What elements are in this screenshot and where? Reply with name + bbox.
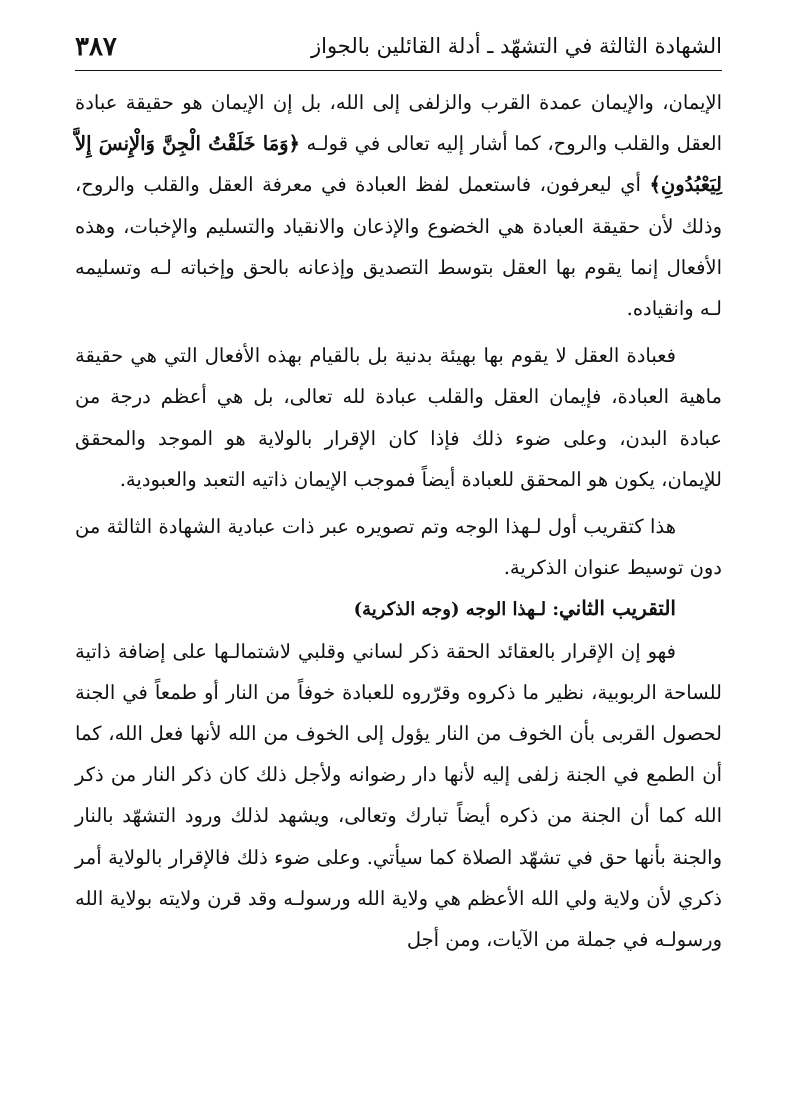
- paragraph-3: هذا كتقريب أول لـهذا الوجه وتم تصويره عبر ذات عبادية الشهادة الثالثة من دون توسيط عنوان الذكرية.: [75, 515, 722, 580]
- section-heading: [75, 588, 722, 630]
- paragraph-1-text-after: أي ليعرفون، فاستعمل لفظ العبادة في معرفة العقل والقلب والروح، وذلك لأن حقيقة العبادة هي الخضوع والإذعان والانقياد والتسليم والإخبات، وهذه الأفعال إنما يقوم بها العقل بتوسط التصديق وإذعانه بالحق وإخباته لـه وتسليمه لـه وانقياده.: [75, 173, 722, 321]
- quran-verse: ﴿وَمَا خَلَقْتُ الْجِنَّ وَالْإِنسَ إِلاَّ لِيَعْبُدُونِ﴾: [75, 132, 722, 197]
- page-number: ٣٨٧: [75, 32, 117, 62]
- paragraph-1-text-before: الإيمان، والإيمان عمدة القرب والزلفى إلى الله، بل إن الإيمان هو حقيقة عبادة العقل والقلب والروح، كما أشار إليه تعالى في قولـه: [75, 91, 722, 156]
- paragraph-2: فعبادة العقل لا يقوم بها بهيئة بدنية بل بالقيام بهذه الأفعال التي هي حقيقة ماهية العبادة، فإيمان العقل والقلب عبادة لله تعالى، بل هي أعظم درجة من عبادة البدن، وعلى ضوء ذلك فإذا كان الإقرار بالولاية هو الموجد والمحقق للإيمان، يكون هو المحقق للعبادة أيضاً فموجب الإيمان ذاتيه التعبد والعبودية.: [75, 344, 722, 491]
- section-heading-label: التقريب الثاني: [558, 596, 676, 621]
- running-head: الشهادة الثالثة في التشهّد ـ أدلة القائلين بالجواز: [310, 34, 722, 58]
- page-header: [75, 14, 722, 71]
- section-heading-subtitle: : لـهذا الوجه (وجه الذكرية): [353, 599, 559, 621]
- paragraph-4: فهو إن الإقرار بالعقائد الحقة ذكر لساني وقلبي لاشتمالـها على إضافة ذاتية للساحة الربوبية، نظير ما ذكروه وقرّروه للعبادة خوفاً من النار أو طمعاً في الجنة لحصول القربى بأن الخوف من النار يؤول إلى الخوف من الله لأنها فعل الله، كما أن الطمع في الجنة زلفى إليه لأنها دار رضوانه ولأجل ذلك كان ذكر النار من ذكر الله كما أن الجنة من ذكره أيضاً تبارك وتعالى، ويشهد لذلك ورود التشهّد بالنار والجنة بأنها حق في تشهّد الصلاة كما سيأتي. وعلى ضوء ذلك فالإقرار بالولاية أمر ذكري لأن ولاية ولي الله الأعظم هي ولاية الله ورسولـه وقد قرن ولايته بولاية الله ورسولـه في جملة من الآيات، ومن أجل: [75, 639, 722, 952]
- paragraph-1: [75, 82, 722, 329]
- body-text: [75, 82, 722, 960]
